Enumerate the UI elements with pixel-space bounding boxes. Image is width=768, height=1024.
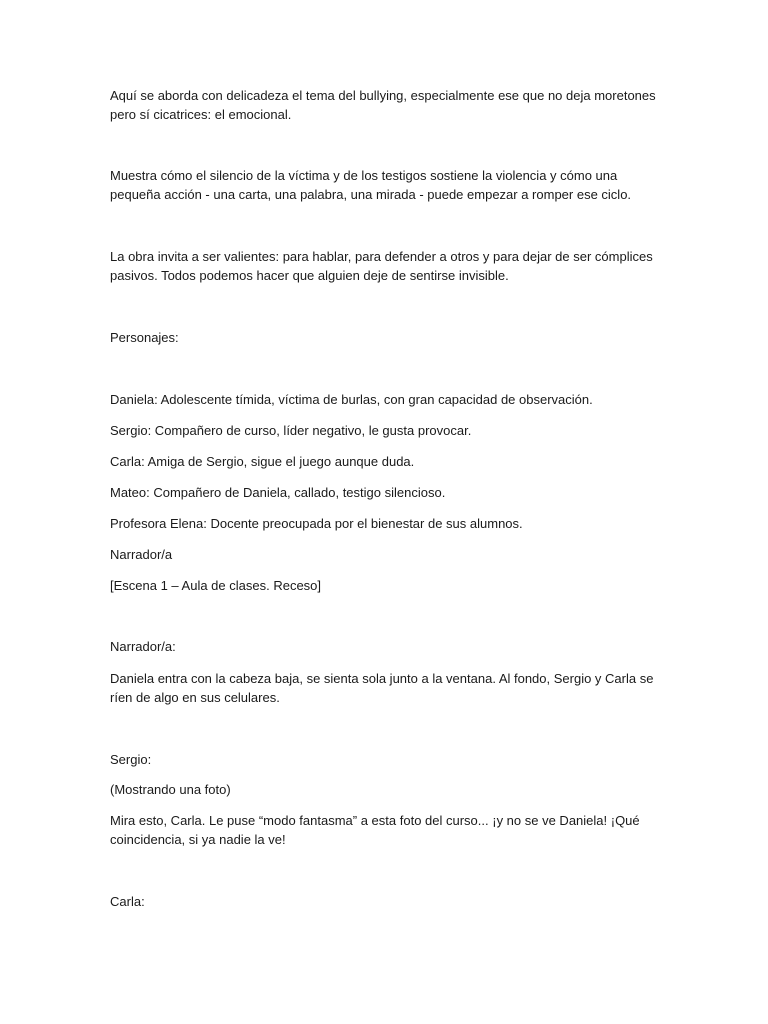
parenthetical: (Mostrando una foto) — [110, 782, 231, 797]
character-profesora-elena: Profesora Elena: Docente preocupada por el bienestar de sus alumnos. — [110, 516, 523, 531]
scene-heading: [Escena 1 – Aula de clases. Receso] — [110, 578, 322, 593]
dialogue-sergio: Mira esto, Carla. Le puse “modo fantasma” a esta foto del curso... ¡y no se ve Daniela! ¡Qué coincidencia, si ya nadie la ve! — [110, 813, 640, 847]
character-daniela: Daniela: Adolescente tímida, víctima de burlas, con gran capacidad de observación. — [110, 392, 593, 407]
speaker-sergio: Sergio: — [110, 752, 152, 767]
intro-paragraph-2: Muestra cómo el silencio de la víctima y de los testigos sostiene la violencia y cómo una pequeña acción - una carta, una palabra, una mirada - puede empezar a romper ese ciclo. — [110, 168, 632, 202]
stage-direction: Daniela entra con la cabeza baja, se sienta sola junto a la ventana. Al fondo, Sergio y Carla se ríen de algo en sus celulares. — [110, 671, 654, 705]
character-narrador: Narrador/a — [110, 547, 173, 562]
speaker-narrador: Narrador/a: — [110, 639, 176, 654]
speaker-carla: Carla: — [110, 894, 145, 909]
intro-paragraph-1: Aquí se aborda con delicadeza el tema del bullying, especialmente ese que no deja moretones pero sí cicatrices: el emocional. — [110, 88, 656, 122]
intro-paragraph-3: La obra invita a ser valientes: para hablar, para defender a otros y para dejar de ser cómplices pasivos. Todos podemos hacer que alguien deje de sentirse invisible. — [110, 249, 653, 283]
character-sergio: Sergio: Compañero de curso, líder negativo, le gusta provocar. — [110, 423, 472, 438]
character-carla: Carla: Amiga de Sergio, sigue el juego aunque duda. — [110, 454, 415, 469]
characters-heading: Personajes: — [110, 330, 179, 345]
character-mateo: Mateo: Compañero de Daniela, callado, testigo silencioso. — [110, 485, 446, 500]
